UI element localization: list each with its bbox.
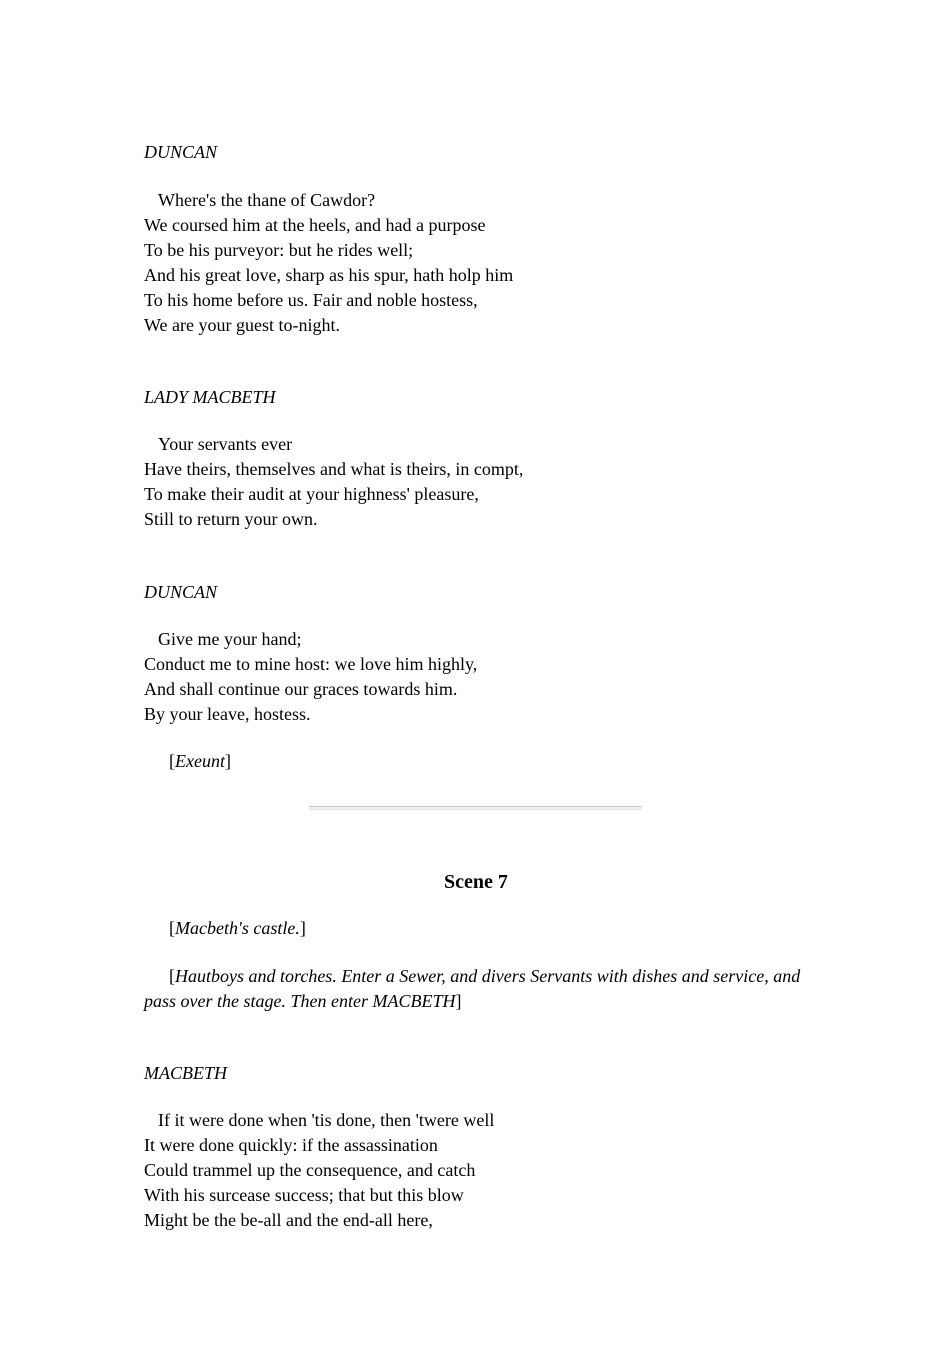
verse-line: To his home before us. Fair and noble hostess,	[144, 290, 478, 310]
speech-lady-macbeth	[144, 432, 523, 532]
verse-line: To be his purveyor: but he rides well;	[144, 240, 414, 260]
speech-duncan	[144, 627, 477, 727]
verse-line: Where's the thane of Cawdor?	[158, 190, 376, 210]
verse-line: Could trammel up the consequence, and catch	[144, 1160, 476, 1180]
scene-divider	[309, 806, 642, 810]
speech-macbeth	[144, 1108, 494, 1233]
stage-direction-text: Hautboys and torches. Enter a Sewer, and divers Servants with dishes and service, and pass over the stage. Then enter MACBETH	[144, 966, 801, 1011]
verse-line: It were done quickly: if the assassination	[144, 1135, 438, 1155]
verse-line: Have theirs, themselves and what is theirs, in compt,	[144, 459, 524, 479]
speech-duncan	[144, 188, 513, 338]
scene-title: Scene 7	[444, 871, 508, 893]
verse-line: To make their audit at your highness' pleasure,	[144, 484, 479, 504]
speaker-lady-macbeth: LADY MACBETH	[144, 387, 276, 407]
verse-line: We coursed him at the heels, and had a purpose	[144, 215, 486, 235]
verse-line: Give me your hand;	[158, 629, 302, 649]
speaker-duncan: DUNCAN	[144, 582, 218, 602]
speaker-duncan: DUNCAN	[144, 142, 218, 162]
stage-direction-location: [Macbeth's castle.]	[169, 918, 306, 938]
verse-line: Your servants ever	[158, 434, 293, 454]
verse-line: With his surcease success; that but this blow	[144, 1185, 464, 1205]
stage-direction-exeunt: [Exeunt]	[169, 751, 231, 771]
stage-direction-text: Exeunt	[175, 751, 225, 771]
verse-line: If it were done when 'tis done, then 'twere well	[158, 1110, 495, 1130]
speaker-macbeth: MACBETH	[144, 1063, 227, 1083]
verse-line: We are your guest to-night.	[144, 315, 340, 335]
verse-line: By your leave, hostess.	[144, 704, 311, 724]
verse-line: And his great love, sharp as his spur, hath holp him	[144, 265, 514, 285]
verse-line: Might be the be-all and the end-all here,	[144, 1210, 433, 1230]
verse-line: And shall continue our graces towards him.	[144, 679, 458, 699]
verse-line: Conduct me to mine host: we love him highly,	[144, 654, 478, 674]
verse-line: Still to return your own.	[144, 509, 318, 529]
stage-direction-text: Macbeth's castle.	[175, 918, 300, 938]
stage-direction-entrance: [Hautboys and torches. Enter a Sewer, and divers Servants with dishes and service, and pass over the stage. Then enter MACBETH]	[144, 966, 801, 1011]
